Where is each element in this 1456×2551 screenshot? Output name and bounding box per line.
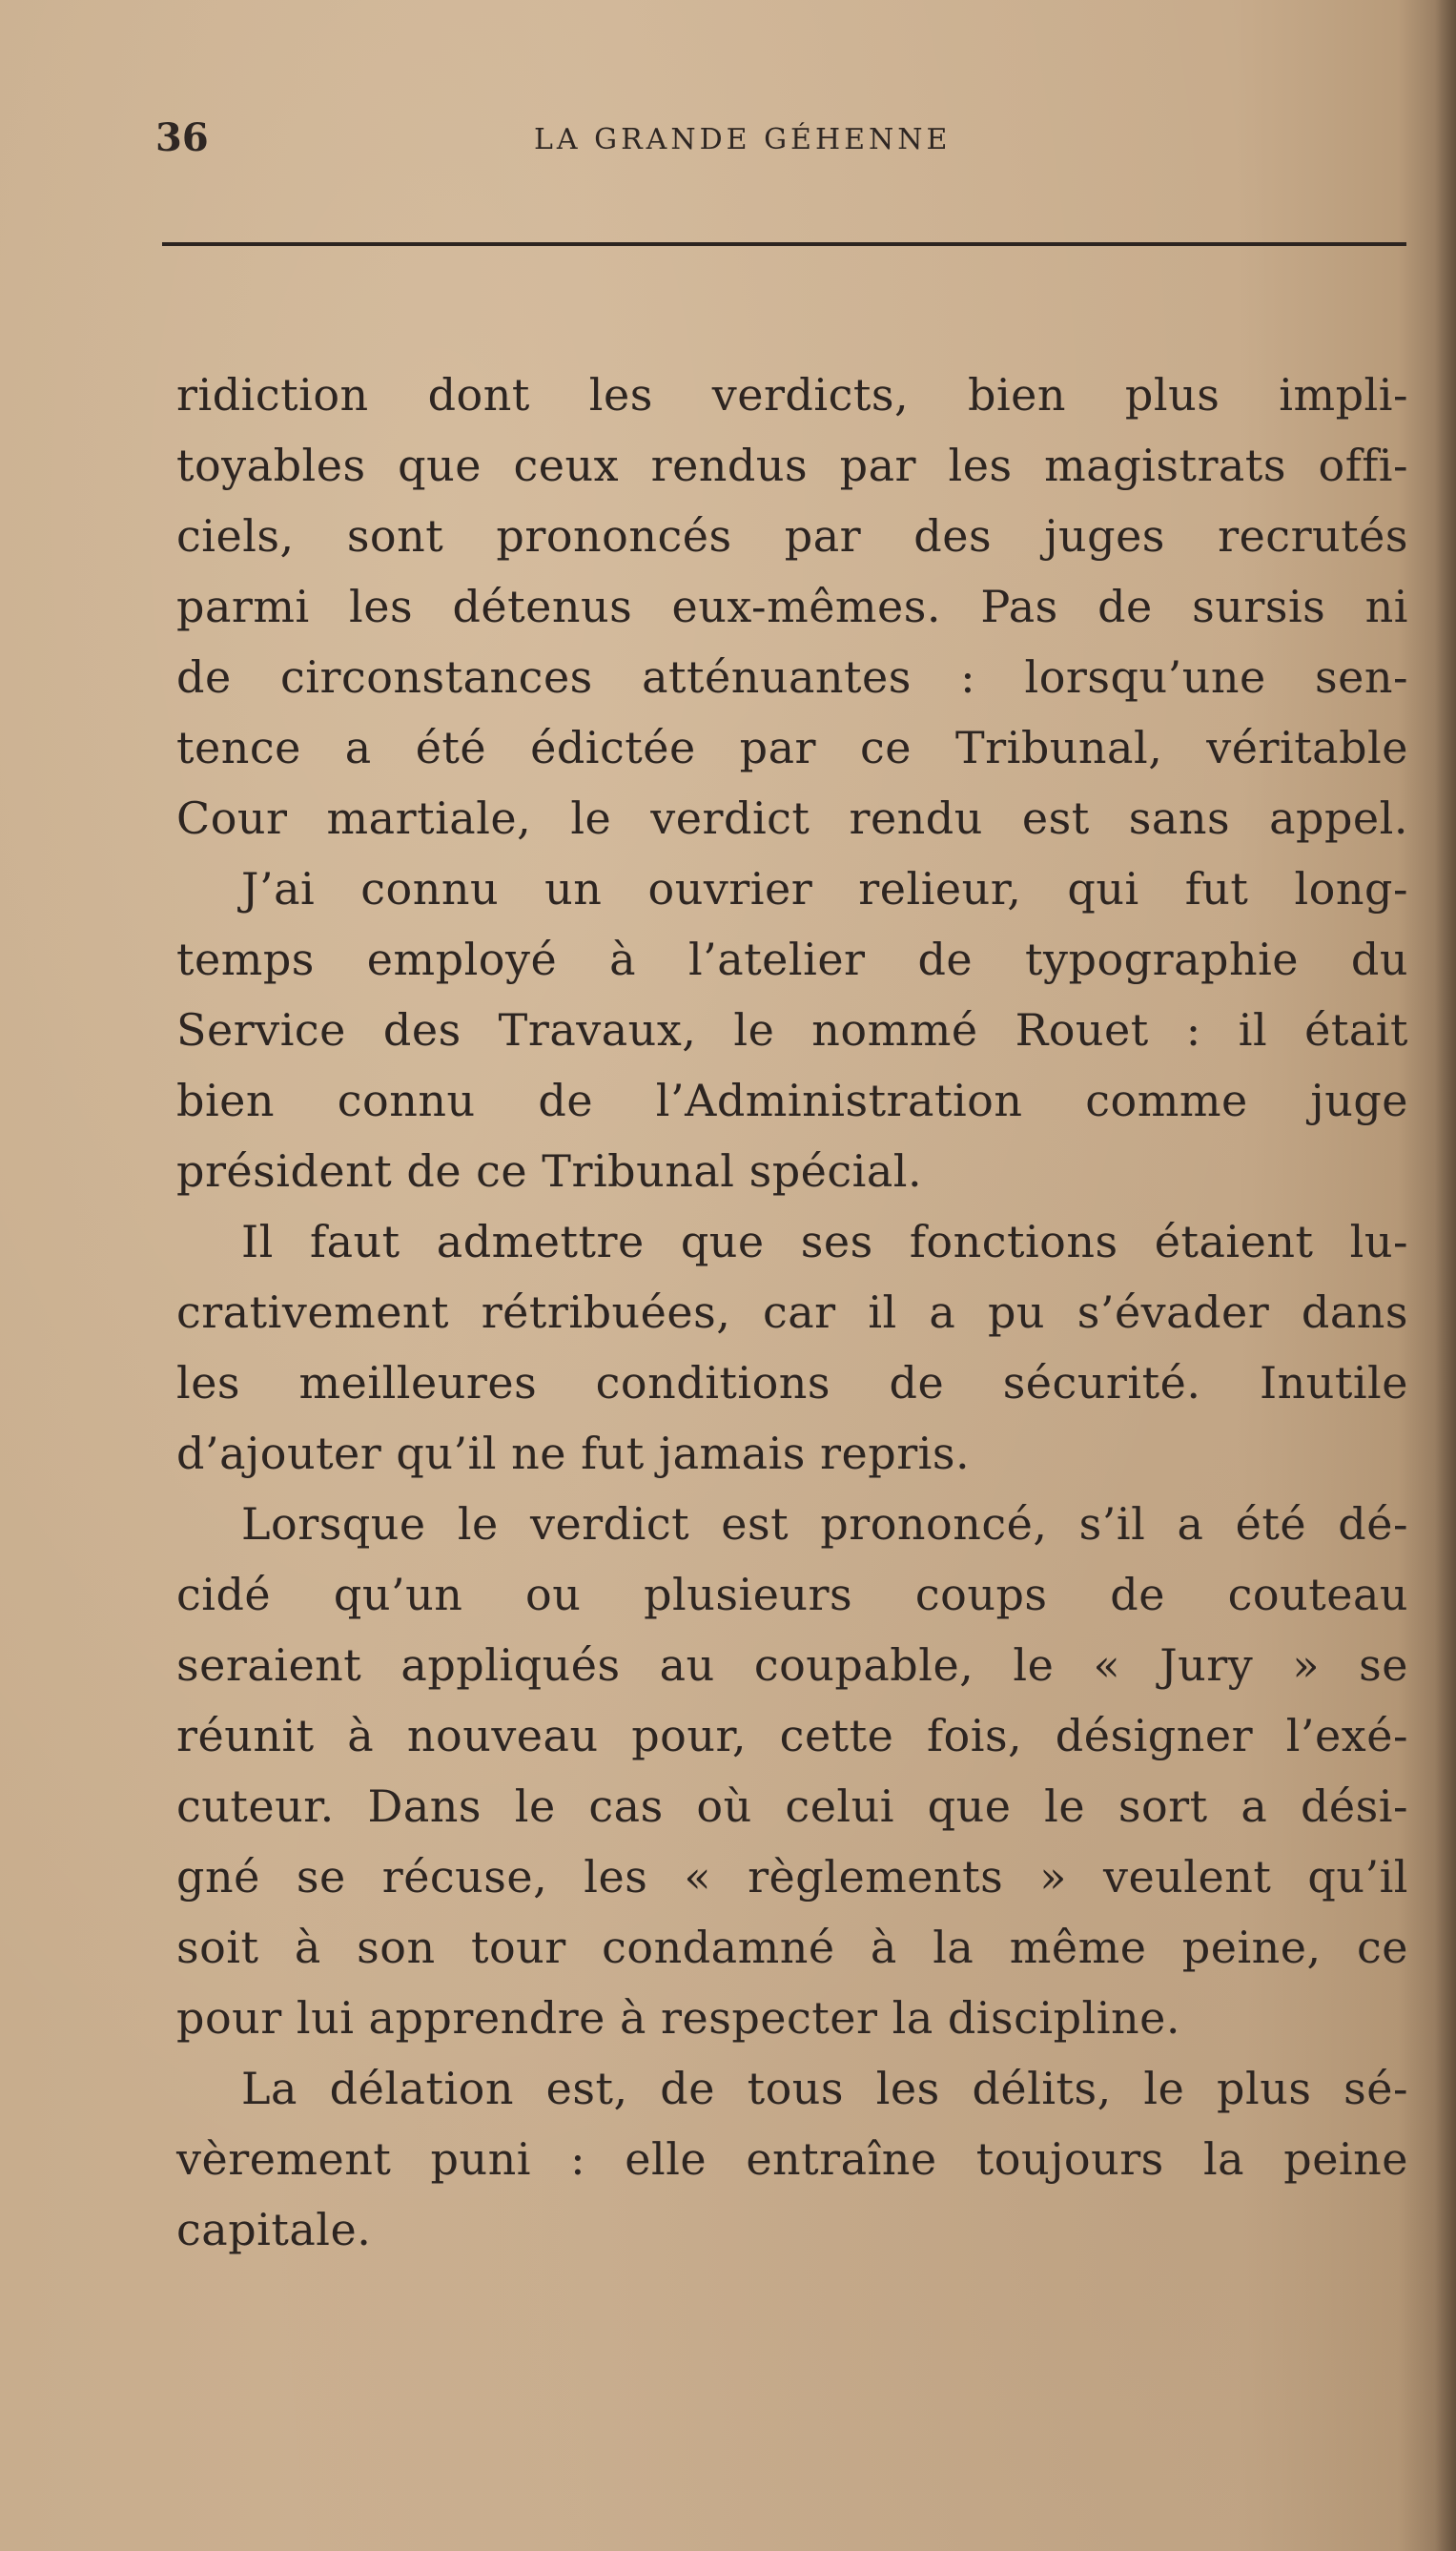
text-line: Il faut admettre que ses fonctions étaient lu- [241, 1216, 1408, 1267]
text-line: Cour martiale, le verdict rendu est sans appel. [176, 792, 1408, 844]
text-line: soit à son tour condamné à la même peine, ce [176, 1922, 1408, 1973]
page-edge-shadow [1435, 0, 1456, 2551]
text-line: réunit à nouveau pour, cette fois, désigner l’exé- [176, 1710, 1408, 1761]
text-line: temps employé à l’atelier de typographie du [176, 934, 1408, 985]
body-text [176, 360, 1408, 2265]
text-line: bien connu de l’Administration comme juge [176, 1075, 1408, 1126]
text-line: président de ce Tribunal spécial. [176, 1145, 923, 1197]
page-number: 36 [155, 115, 209, 160]
text-line: d’ajouter qu’il ne fut jamais repris. [176, 1428, 971, 1479]
text-line: seraient appliqués au coupable, le « Jury » se [176, 1639, 1408, 1691]
text-line: crativement rétribuées, car il a pu s’évader dans [176, 1286, 1408, 1338]
text-line: La délation est, de tous les délits, le plus sé- [241, 2063, 1408, 2114]
text-line: J’ai connu un ouvrier relieur, qui fut long- [241, 863, 1408, 915]
running-title: LA GRANDE GÉHENNE [534, 123, 952, 156]
text-line: Service des Travaux, le nommé Rouet : il était [176, 1004, 1408, 1056]
text-line: toyables que ceux rendus par les magistrats offi- [176, 440, 1408, 491]
page-header [155, 110, 1400, 167]
text-line: cuteur. Dans le cas où celui que le sort a dési- [176, 1780, 1408, 1832]
header-rule [162, 242, 1406, 246]
text-line: pour lui apprendre à respecter la discipline. [176, 1992, 1180, 2044]
text-line: parmi les détenus eux-mêmes. Pas de sursis ni [176, 581, 1408, 632]
text-line: gné se récuse, les « règlements » veulent qu’il [176, 1851, 1408, 1903]
text-line: Lorsque le verdict est prononcé, s’il a été dé- [241, 1498, 1408, 1550]
text-line: vèrement puni : elle entraîne toujours la peine [176, 2133, 1408, 2185]
text-line: ridiction dont les verdicts, bien plus impli- [176, 369, 1408, 421]
text-line: ciels, sont prononcés par des juges recrutés [176, 510, 1408, 562]
text-line: cidé qu’un ou plusieurs coups de couteau [176, 1569, 1408, 1620]
text-line: tence a été édictée par ce Tribunal, véritable [176, 722, 1408, 773]
text-line: les meilleures conditions de sécurité. Inutile [176, 1357, 1408, 1409]
text-line: capitale. [176, 2204, 372, 2255]
text-line: de circonstances atténuantes : lorsqu’une sen- [176, 651, 1408, 703]
